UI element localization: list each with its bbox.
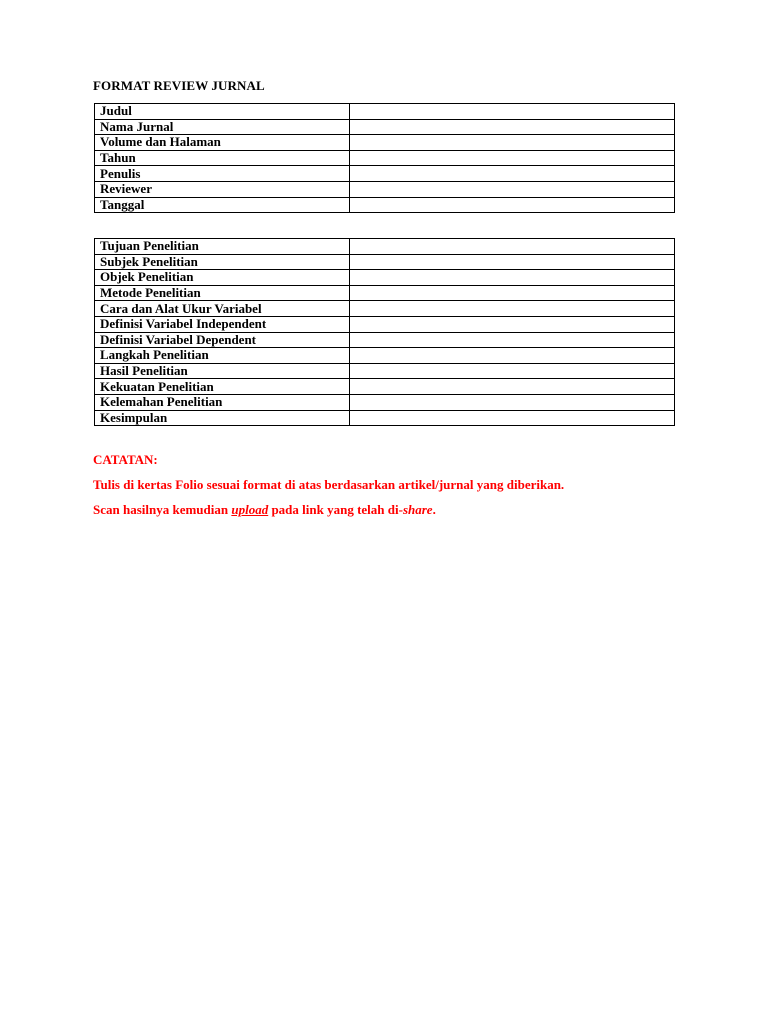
- row-value-objek-penelitian[interactable]: [350, 270, 675, 286]
- row-label-judul: Judul: [95, 104, 350, 120]
- row-value-langkah-penelitian[interactable]: [350, 348, 675, 364]
- row-value-penulis[interactable]: [350, 166, 675, 182]
- row-label-variabel-independent: Definisi Variabel Independent: [95, 316, 350, 332]
- table-row: [95, 119, 675, 135]
- row-value-tujuan-penelitian[interactable]: [350, 239, 675, 255]
- row-label-cara-alat-ukur: Cara dan Alat Ukur Variabel: [95, 301, 350, 317]
- table-row: [95, 332, 675, 348]
- table-row: [95, 104, 675, 120]
- table-row: [95, 135, 675, 151]
- row-label-penulis: Penulis: [95, 166, 350, 182]
- table-row: [95, 197, 675, 213]
- table-row: [95, 394, 675, 410]
- table-row: [95, 150, 675, 166]
- row-value-variabel-dependent[interactable]: [350, 332, 675, 348]
- document-title: FORMAT REVIEW JURNAL: [93, 78, 265, 93]
- notes-instruction-line-1: Tulis di kertas Folio sesuai format di atas berdasarkan artikel/jurnal yang diberikan.: [93, 477, 565, 492]
- row-label-hasil-penelitian: Hasil Penelitian: [95, 363, 350, 379]
- research-review-table: [94, 238, 675, 426]
- row-value-tahun[interactable]: [350, 150, 675, 166]
- table-row: [95, 316, 675, 332]
- journal-identity-table: [94, 103, 675, 213]
- notes-share-emphasis: share: [402, 502, 433, 517]
- table-row: [95, 239, 675, 255]
- row-label-kekuatan-penelitian: Kekuatan Penelitian: [95, 379, 350, 395]
- row-value-judul[interactable]: [350, 104, 675, 120]
- table-row: [95, 254, 675, 270]
- table-row: [95, 410, 675, 426]
- row-label-tanggal: Tanggal: [95, 197, 350, 213]
- row-label-reviewer: Reviewer: [95, 181, 350, 197]
- notes-upload-emphasis: upload: [231, 502, 269, 517]
- row-value-metode-penelitian[interactable]: [350, 285, 675, 301]
- row-label-kesimpulan: Kesimpulan: [95, 410, 350, 426]
- notes-instruction-line-2: [93, 502, 436, 518]
- row-value-cara-alat-ukur[interactable]: [350, 301, 675, 317]
- row-value-kesimpulan[interactable]: [350, 410, 675, 426]
- notes-heading: CATATAN:: [93, 452, 158, 467]
- row-value-variabel-independent[interactable]: [350, 316, 675, 332]
- row-value-volume-halaman[interactable]: [350, 135, 675, 151]
- notes-line-2-before: Scan hasilnya kemudian: [93, 502, 232, 517]
- row-value-kekuatan-penelitian[interactable]: [350, 379, 675, 395]
- row-label-volume-halaman: Volume dan Halaman: [95, 135, 350, 151]
- row-value-reviewer[interactable]: [350, 181, 675, 197]
- notes-line-2-after: .: [432, 502, 436, 517]
- table-row: [95, 301, 675, 317]
- row-label-nama-jurnal: Nama Jurnal: [95, 119, 350, 135]
- row-value-kelemahan-penelitian[interactable]: [350, 394, 675, 410]
- row-label-tahun: Tahun: [95, 150, 350, 166]
- table-row: [95, 348, 675, 364]
- row-value-nama-jurnal[interactable]: [350, 119, 675, 135]
- row-label-metode-penelitian: Metode Penelitian: [95, 285, 350, 301]
- notes-line-2-middle: pada link yang telah di-: [268, 502, 403, 517]
- row-value-subjek-penelitian[interactable]: [350, 254, 675, 270]
- row-label-subjek-penelitian: Subjek Penelitian: [95, 254, 350, 270]
- row-label-objek-penelitian: Objek Penelitian: [95, 270, 350, 286]
- row-label-tujuan-penelitian: Tujuan Penelitian: [95, 239, 350, 255]
- row-value-hasil-penelitian[interactable]: [350, 363, 675, 379]
- table-row: [95, 270, 675, 286]
- row-label-variabel-dependent: Definisi Variabel Dependent: [95, 332, 350, 348]
- row-label-langkah-penelitian: Langkah Penelitian: [95, 348, 350, 364]
- table-row: [95, 379, 675, 395]
- row-label-kelemahan-penelitian: Kelemahan Penelitian: [95, 394, 350, 410]
- row-value-tanggal[interactable]: [350, 197, 675, 213]
- table-row: [95, 181, 675, 197]
- table-row: [95, 363, 675, 379]
- table-row: [95, 166, 675, 182]
- table-row: [95, 285, 675, 301]
